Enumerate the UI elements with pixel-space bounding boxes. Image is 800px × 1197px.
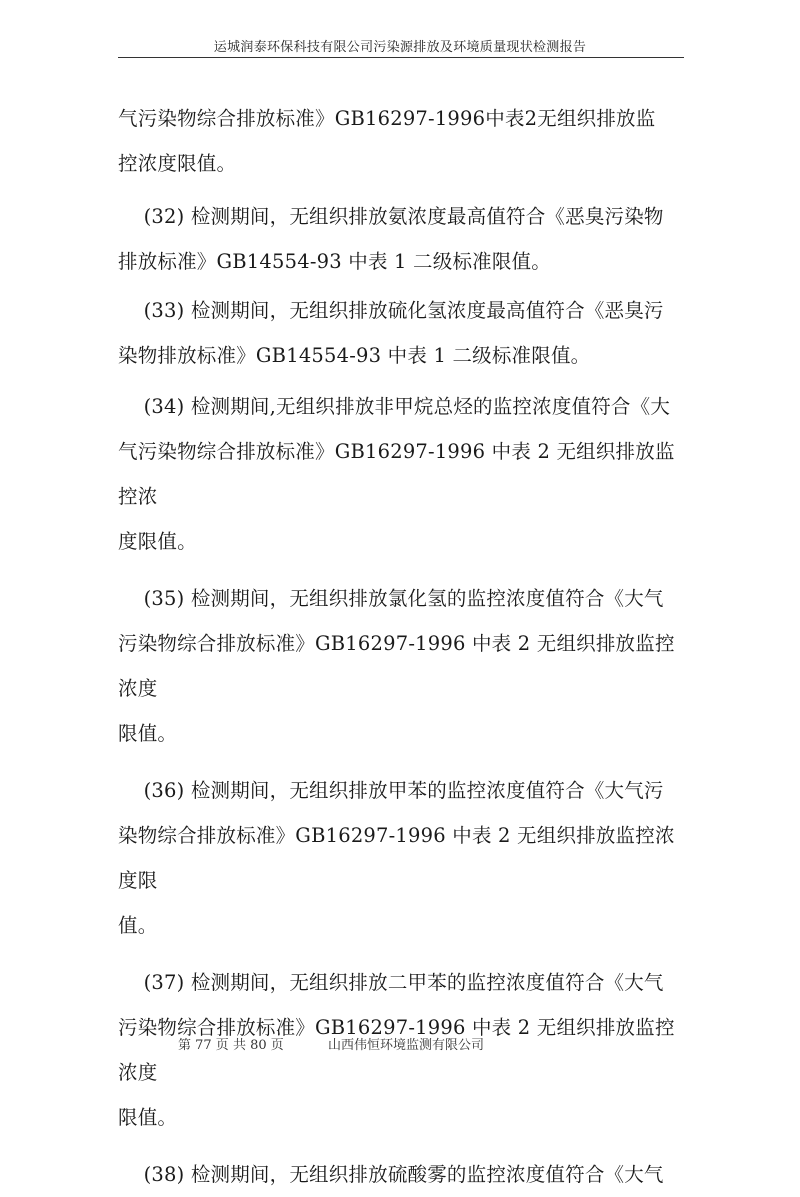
footer-company: 山西伟恒环境监测有限公司 [328, 1038, 485, 1053]
page-number: 第 77 页 共 80 页 [178, 1038, 284, 1053]
header-divider [118, 57, 684, 58]
paragraph-item-36: (36) 检测期间，无组织排放甲苯的监控浓度值符合《大气污 染物综合排放标准》GB16297-1996 中表 2 无组织排放监控浓度限 值。 [118, 779, 675, 937]
paragraph-item-33: (33) 检测期间，无组织排放硫化氢浓度最高值符合《恶臭污 染物排放标准》GB14554-93 中表 1 二级标准限值。 [118, 299, 664, 367]
paragraph-item-35: (35) 检测期间，无组织排放氯化氢的监控浓度值符合《大气 污染物综合排放标准》GB16297-1996 中表 2 无组织排放监控浓度 限值。 [118, 587, 675, 745]
paragraph-item-37: (37) 检测期间，无组织排放二甲苯的监控浓度值符合《大气 污染物综合排放标准》GB16297-1996 中表 2 无组织排放监控浓度 限值。 [118, 971, 675, 1129]
paragraph-item-38: (38) 检测期间，无组织排放硫酸雾的监控浓度值符合《大气 [118, 1163, 664, 1186]
paragraph-item-32: (32) 检测期间，无组织排放氨浓度最高值符合《恶臭污染物 排放标准》GB14554-93 中表 1 二级标准限值。 [118, 205, 664, 273]
paragraph-continuation: 气污染物综合排放标准》GB16297-1996中表2无组织排放监 控浓度限值。 [118, 107, 656, 175]
paragraph-item-34: (34) 检测期间,无组织排放非甲烷总烃的监控浓度值符合《大 气污染物综合排放标准》GB16297-1996 中表 2 无组织排放监控浓 度限值。 [118, 395, 675, 553]
page-header-title: 运城润泰环保科技有限公司污染源排放及环境质量现状检测报告 [213, 40, 587, 55]
report-body [118, 96, 690, 1197]
